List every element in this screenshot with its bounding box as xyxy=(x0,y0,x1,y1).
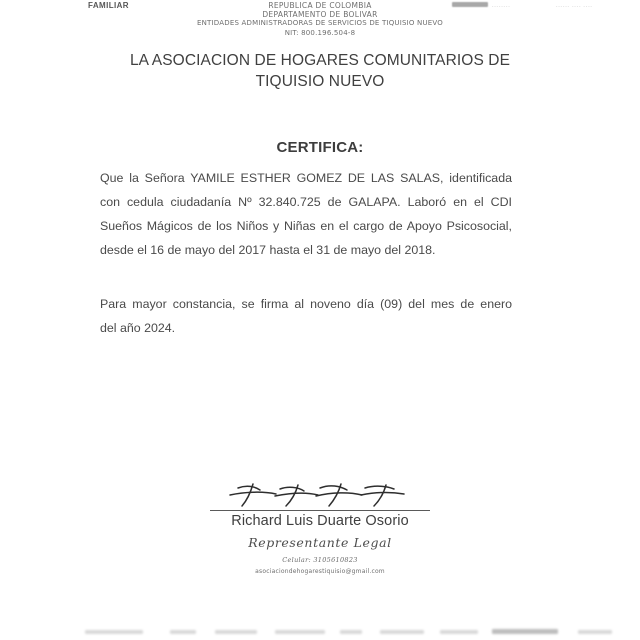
closing-line: del año 2024. xyxy=(100,321,176,335)
header-department-line: DEPARTAMENTO DE BOLIVAR xyxy=(262,10,378,19)
certification-paragraph xyxy=(100,166,512,262)
header-country-line: REPUBLICA DE COLOMBIA xyxy=(268,1,372,10)
signature-rule xyxy=(210,510,430,511)
certification-line: con cedula ciudadanía Nº 32.840.725 de GALAPA. Laboró en el CDI xyxy=(100,195,512,209)
signature-block xyxy=(0,482,640,575)
letterhead xyxy=(0,0,640,46)
signatory-email: asociaciondehogarestiquisio@gmail.com xyxy=(255,568,385,575)
handwritten-signature-icon xyxy=(220,482,420,510)
page-title-line-2: TIQUISIO NUEVO xyxy=(255,73,385,90)
certification-line: desde el 16 de mayo del 2017 hasta el 31 de mayo del 2018. xyxy=(100,243,436,257)
signatory-phone: Celular: 3105610823 xyxy=(282,556,358,564)
scan-footer-artifacts xyxy=(30,627,620,634)
header-entity-line: ENTIDADES ADMINISTRADORAS DE SERVICIOS DE TIQUISIO NUEVO xyxy=(197,19,443,27)
certifica-heading: CERTIFICA: xyxy=(276,139,364,156)
signatory-role: Representante Legal xyxy=(248,535,392,550)
closing-line: Para mayor constancia, se firma al noveno día (09) del mes de enero xyxy=(100,297,512,311)
page-title xyxy=(60,50,580,92)
certification-line: Sueños Mágicos de los Niños y Niñas en el cargo de Apoyo Psicosocial, xyxy=(100,219,512,233)
page-title-line-1: LA ASOCIACION DE HOGARES COMUNITARIOS DE xyxy=(129,52,511,69)
signatory-name: Richard Luis Duarte Osorio xyxy=(231,513,409,529)
header-right-fragment-a: -------- xyxy=(492,3,511,8)
certification-line: Que la Señora YAMILE ESTHER GOMEZ DE LAS SALAS, identificada xyxy=(100,171,512,185)
icbf-logo-text: FAMILIAR xyxy=(88,1,129,10)
closing-paragraph xyxy=(100,292,512,340)
header-nit-line: NIT: 800.196.504-8 xyxy=(284,29,356,37)
header-right-fragment-b: ------ ---- ---- xyxy=(556,3,593,8)
